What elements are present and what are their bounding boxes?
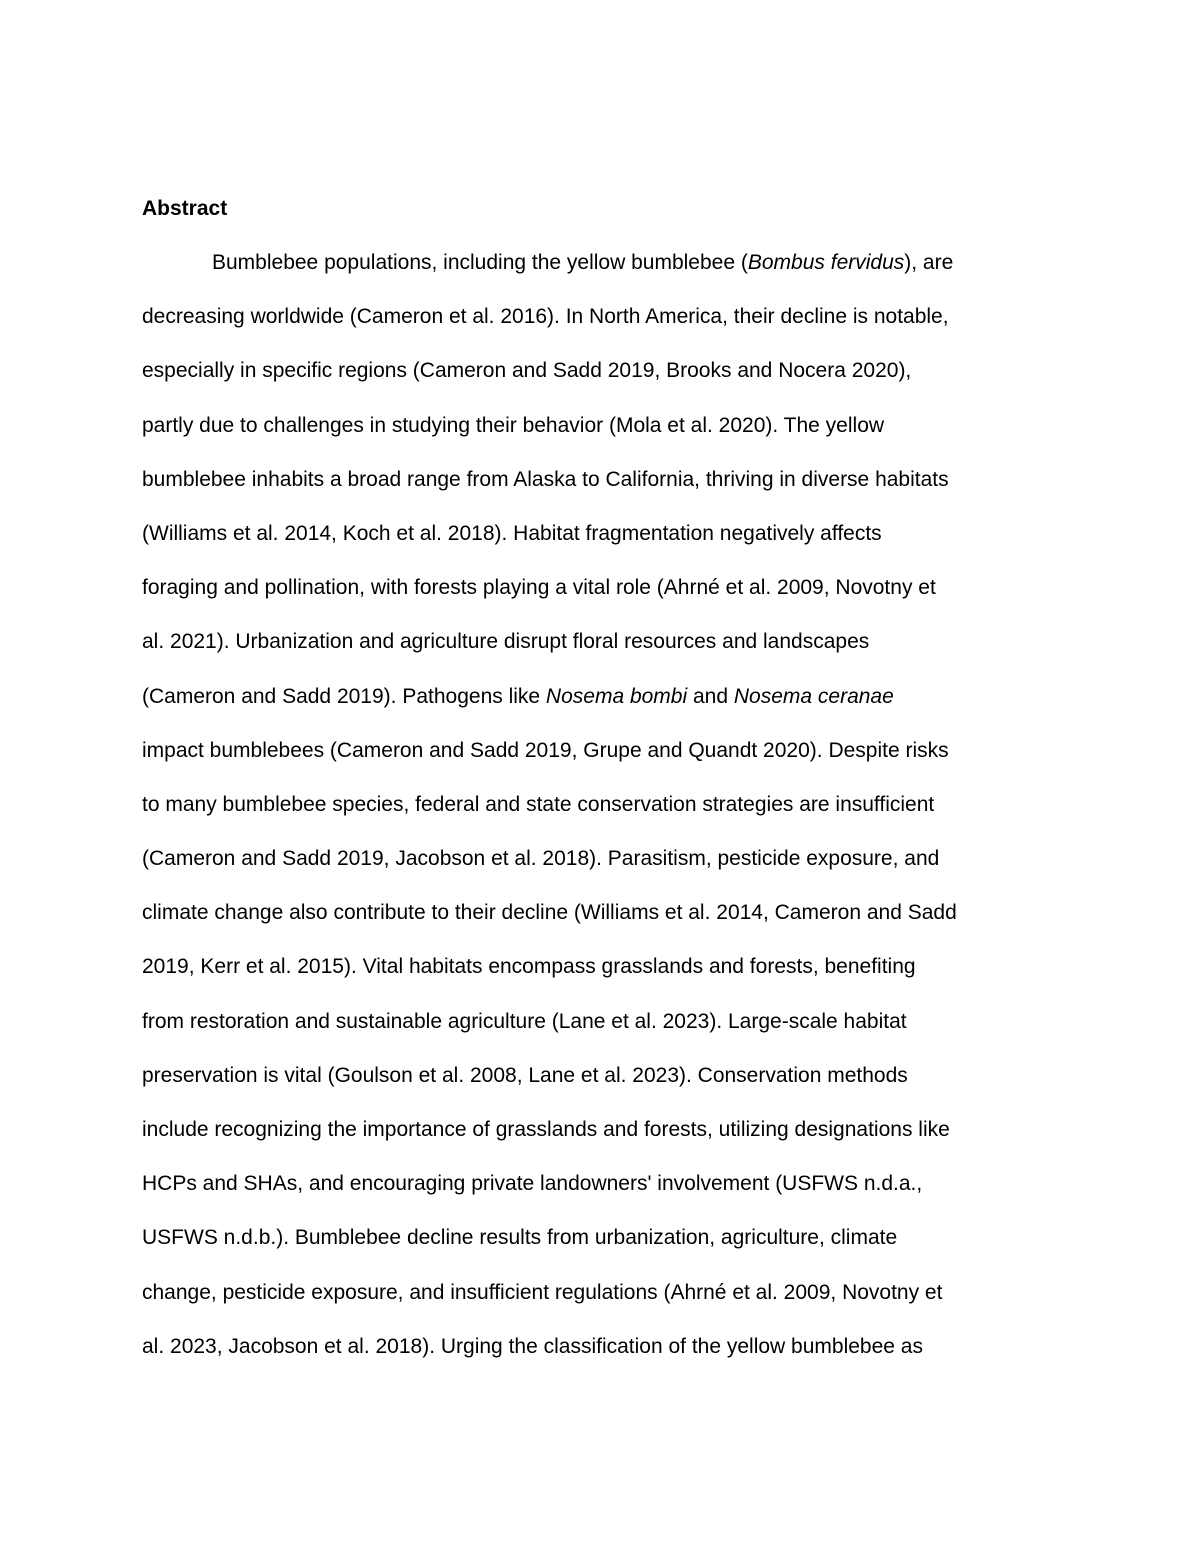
abstract-line [142,413,957,467]
abstract-line [142,1117,957,1171]
line-text: (Cameron and Sadd 2019). Pathogens like [142,684,546,708]
line-text: Bumblebee populations, including the yellow bumblebee ( [212,251,748,274]
abstract-line [142,1280,957,1334]
line-text: especially in specific regions (Cameron and Sadd 2019, Brooks and Nocera 2020), [142,359,912,383]
abstract-heading: Abstract [142,197,228,220]
species-name-italic: Bombus fervidus [747,251,905,274]
species-name-italic: Nosema ceranae [733,684,894,708]
line-text: foraging and pollination, with forests playing a vital role (Ahrné et al. 2009, Novotny et [142,576,936,600]
line-text: USFWS n.d.b.). Bumblebee decline results from urbanization, agriculture, climate [142,1226,898,1250]
line-text: and [687,684,734,708]
abstract-line [142,1009,957,1063]
line-text: decreasing worldwide (Cameron et al. 2016). In North America, their decline is notable, [142,305,949,329]
line-text: include recognizing the importance of grasslands and forests, utilizing designations like [142,1118,950,1141]
abstract-line [142,629,957,683]
line-text: al. 2023, Jacobson et al. 2018). Urging the classification of the yellow bumblebee as [142,1334,923,1358]
line-text: ), are [904,251,954,274]
abstract-line [142,1334,957,1388]
line-text: (Cameron and Sadd 2019, Jacobson et al. 2018). Parasitism, pesticide exposure, and [142,847,940,871]
line-text: change, pesticide exposure, and insufficient regulations (Ahrné et al. 2009, Novotny et [142,1280,943,1304]
line-text: from restoration and sustainable agriculture (Lane et al. 2023). Large-scale habitat [142,1009,907,1033]
abstract-line [142,358,957,412]
abstract-line [142,954,957,1008]
line-text: climate change also contribute to their decline (Williams et al. 2014, Cameron and Sadd [142,901,957,925]
abstract-line [142,521,957,575]
abstract-line [142,792,957,846]
line-text: to many bumblebee species, federal and state conservation strategies are insufficient [142,792,935,816]
abstract-paragraph [142,250,957,1388]
abstract-line [142,684,957,738]
line-text: al. 2021). Urbanization and agriculture disrupt floral resources and landscapes [142,630,870,654]
abstract-line [142,738,957,792]
species-name-italic: Nosema bombi [545,684,688,708]
abstract-line [142,1063,957,1117]
line-text: preservation is vital (Goulson et al. 2008, Lane et al. 2023). Conservation methods [142,1063,908,1087]
abstract-line [142,250,957,304]
abstract-line [142,575,957,629]
line-text: bumblebee inhabits a broad range from Alaska to California, thriving in diverse habitats [142,467,949,491]
line-text: (Williams et al. 2014, Koch et al. 2018). Habitat fragmentation negatively affects [142,521,882,545]
line-text: HCPs and SHAs, and encouraging private landowners' involvement (USFWS n.d.a., [142,1172,923,1196]
line-text: impact bumblebees (Cameron and Sadd 2019, Grupe and Quandt 2020). Despite risks [142,738,949,762]
abstract-line [142,467,957,521]
line-text: partly due to challenges in studying their behavior (Mola et al. 2020). The yellow [142,413,885,437]
abstract-line [142,1171,957,1225]
abstract-line [142,846,957,900]
abstract-line [142,304,957,358]
line-text: 2019, Kerr et al. 2015). Vital habitats encompass grasslands and forests, benefiting [142,955,916,979]
abstract-line [142,1225,957,1279]
abstract-line [142,900,957,954]
